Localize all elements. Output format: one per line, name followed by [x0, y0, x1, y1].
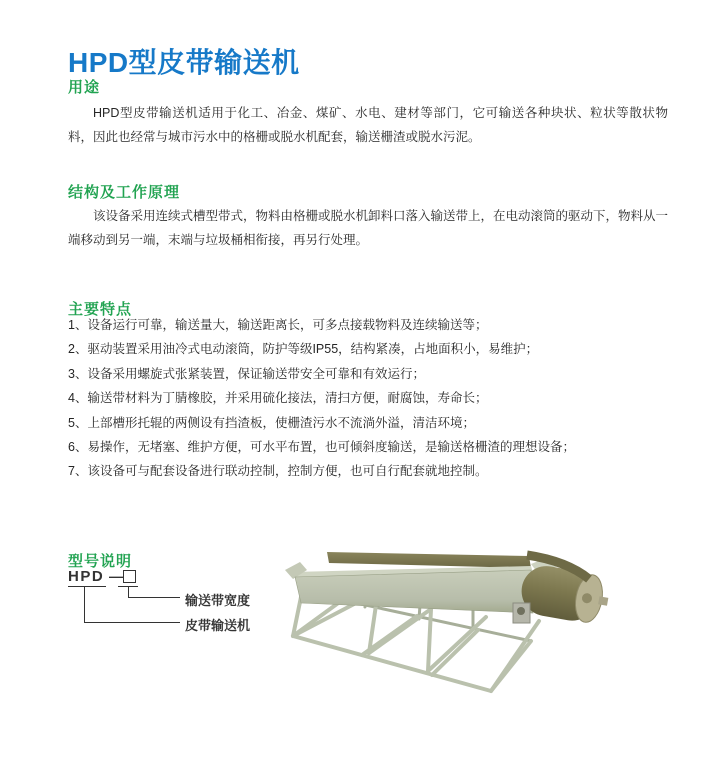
- model-dash: —: [109, 568, 123, 584]
- feature-item: 1、设备运行可靠，输送量大，输送距离长，可多点接载物料及连续输送等；: [68, 318, 488, 332]
- usage-paragraph: HPD型皮带输送机适用于化工、冶金、煤矿、水电、建材等部门，它可输送各种块状、粒状等散状物料，因此也经常与城市污水中的格栅或脱水机配套，输送栅渣或脱水污泥。: [68, 105, 668, 144]
- features-list: [68, 313, 680, 484]
- diagram-connector-line: [128, 597, 180, 598]
- feature-item: 4、输送带材料为丁腈橡胶，并采用硫化接法，清扫方便，耐腐蚀，寿命长；: [68, 391, 488, 406]
- feature-item: 7、该设备可与配套设备进行联动控制，控制方便，也可自行配套就地控制。: [68, 464, 488, 479]
- bearing-hub: [517, 607, 525, 615]
- section-heading-model: 型号说明: [68, 553, 133, 571]
- feature-item: 6、易操作，无堵塞、维护方便，可水平布置，也可倾斜度输送，是输送格栅渣的理想设备；: [68, 440, 575, 455]
- drive-drum: [518, 562, 612, 626]
- belt-width-label: 输送带宽度: [185, 593, 251, 608]
- diagram-connector-line: [84, 586, 85, 623]
- section-heading-features: 主要特点: [68, 301, 133, 319]
- section-heading-usage: 用途: [68, 79, 101, 97]
- feature-item: 3、设备采用螺旋式张紧装置，保证输送带安全可靠和有效运行；: [68, 366, 425, 381]
- page-title: HPD型皮带输送机: [68, 46, 300, 78]
- conveyor-illustration: [281, 541, 621, 711]
- belt-conveyor-label: 皮带输送机: [185, 618, 251, 633]
- feature-item: 5、上部槽形托辊的两侧设有挡渣板，使栅渣污水不流淌外溢，清洁环境；: [68, 415, 475, 430]
- model-prefix-text: HPD: [68, 568, 105, 585]
- conveyor-belt-top: [327, 552, 531, 568]
- section-heading-structure: 结构及工作原理: [68, 184, 181, 202]
- diagram-connector-line: [84, 622, 180, 623]
- model-number-diagram: [68, 568, 278, 640]
- model-placeholder-box: [123, 570, 136, 583]
- structure-paragraph: 该设备采用连续式槽型带式，物料由格栅或脱水机卸料口落入输送带上，在电动滚筒的驱动下，物料从一端移动到另一端，末端与垃圾桶相衔接，再另行处理。: [68, 208, 669, 247]
- model-prefix-underline: [68, 586, 106, 587]
- belt-conveyor-photo: [281, 541, 621, 711]
- feature-item: 2、驱动装置采用油冷式电动滚筒，防护等级IP55，结构紧凑，占地面积小，易维护；: [68, 342, 539, 357]
